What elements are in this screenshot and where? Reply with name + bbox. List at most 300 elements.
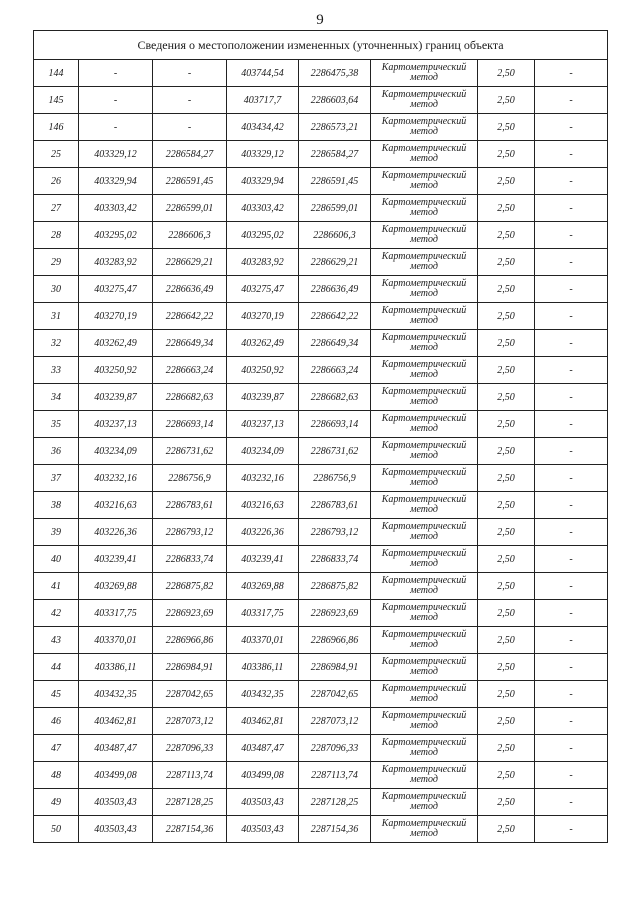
accuracy-cell: 2,50 (478, 789, 535, 816)
existing-x-cell: - (79, 60, 153, 87)
new-y-cell: 2286793,12 (299, 519, 371, 546)
accuracy-cell: 2,50 (478, 816, 535, 843)
method-label-line1: Картометрический (381, 143, 467, 154)
new-y-cell: 2286629,21 (299, 249, 371, 276)
point-number-cell: 44 (34, 654, 79, 681)
new-y-cell: 2287096,33 (299, 735, 371, 762)
description-cell: - (535, 654, 608, 681)
method-label-line2: метод (410, 261, 438, 272)
description-cell: - (535, 303, 608, 330)
accuracy-cell: 2,50 (478, 681, 535, 708)
point-number-cell: 144 (34, 60, 79, 87)
new-y-cell: 2286642,22 (299, 303, 371, 330)
method-cell (371, 303, 478, 330)
point-number-cell: 37 (34, 465, 79, 492)
new-x-cell: 403717,7 (227, 87, 299, 114)
new-x-cell: 403216,63 (227, 492, 299, 519)
method-label-line2: метод (410, 774, 438, 785)
method-label-line1: Картометрический (381, 467, 467, 478)
existing-y-cell: 2286923,69 (153, 600, 227, 627)
accuracy-cell: 2,50 (478, 384, 535, 411)
page-number: 9 (316, 12, 324, 28)
method-cell (371, 465, 478, 492)
new-y-cell: 2286966,86 (299, 627, 371, 654)
method-cell (371, 573, 478, 600)
method-cell (371, 87, 478, 114)
existing-y-cell: 2286833,74 (153, 546, 227, 573)
method-label-line2: метод (410, 531, 438, 542)
existing-x-cell: 403487,47 (79, 735, 153, 762)
description-cell: - (535, 627, 608, 654)
new-x-cell: 403317,75 (227, 600, 299, 627)
method-label-line2: метод (410, 612, 438, 623)
new-y-cell: 2286756,9 (299, 465, 371, 492)
table-row (34, 141, 608, 168)
accuracy-cell: 2,50 (478, 87, 535, 114)
new-x-cell: 403237,13 (227, 411, 299, 438)
point-number-cell: 43 (34, 627, 79, 654)
point-number-cell: 39 (34, 519, 79, 546)
new-y-cell: 2286475,38 (299, 60, 371, 87)
new-x-cell: 403250,92 (227, 357, 299, 384)
description-cell: - (535, 492, 608, 519)
method-cell (371, 438, 478, 465)
method-label-line1: Картометрический (381, 197, 467, 208)
accuracy-cell: 2,50 (478, 276, 535, 303)
method-label-line2: метод (410, 801, 438, 812)
method-label-line1: Картометрический (381, 494, 467, 505)
existing-y-cell: 2286663,24 (153, 357, 227, 384)
method-label-line2: метод (410, 423, 438, 434)
table-row (34, 384, 608, 411)
method-cell (371, 357, 478, 384)
method-label-line1: Картометрический (381, 818, 467, 829)
existing-y-cell: 2286966,86 (153, 627, 227, 654)
existing-x-cell: 403499,08 (79, 762, 153, 789)
description-cell: - (535, 330, 608, 357)
description-cell: - (535, 87, 608, 114)
new-y-cell: 2286606,3 (299, 222, 371, 249)
accuracy-cell: 2,50 (478, 465, 535, 492)
new-x-cell: 403239,87 (227, 384, 299, 411)
existing-x-cell: 403262,49 (79, 330, 153, 357)
accuracy-cell: 2,50 (478, 519, 535, 546)
existing-x-cell: 403303,42 (79, 195, 153, 222)
existing-y-cell: 2286731,62 (153, 438, 227, 465)
existing-x-cell: 403275,47 (79, 276, 153, 303)
description-cell: - (535, 546, 608, 573)
method-label-line2: метод (410, 126, 438, 137)
method-label-line1: Картометрический (381, 656, 467, 667)
new-y-cell: 2286649,34 (299, 330, 371, 357)
existing-x-cell: 403232,16 (79, 465, 153, 492)
accuracy-cell: 2,50 (478, 735, 535, 762)
method-label-line1: Картометрический (381, 62, 467, 73)
method-label-line2: метод (410, 99, 438, 110)
point-number-cell: 26 (34, 168, 79, 195)
new-x-cell: 403234,09 (227, 438, 299, 465)
new-y-cell: 2286693,14 (299, 411, 371, 438)
description-cell: - (535, 384, 608, 411)
new-y-cell: 2287073,12 (299, 708, 371, 735)
new-y-cell: 2286636,49 (299, 276, 371, 303)
method-cell (371, 762, 478, 789)
boundary-coordinates-table (33, 30, 608, 843)
description-cell: - (535, 168, 608, 195)
description-cell: - (535, 438, 608, 465)
new-x-cell: 403503,43 (227, 789, 299, 816)
point-number-cell: 146 (34, 114, 79, 141)
method-label-line2: метод (410, 396, 438, 407)
method-label-line1: Картометрический (381, 440, 467, 451)
table-row (34, 303, 608, 330)
description-cell: - (535, 708, 608, 735)
description-cell: - (535, 249, 608, 276)
new-x-cell: 403275,47 (227, 276, 299, 303)
method-label-line2: метод (410, 720, 438, 731)
new-y-cell: 2286591,45 (299, 168, 371, 195)
accuracy-cell: 2,50 (478, 654, 535, 681)
existing-y-cell: 2286599,01 (153, 195, 227, 222)
method-label-line2: метод (410, 477, 438, 488)
point-number-cell: 46 (34, 708, 79, 735)
method-cell (371, 168, 478, 195)
description-cell: - (535, 60, 608, 87)
point-number-cell: 45 (34, 681, 79, 708)
existing-x-cell: - (79, 114, 153, 141)
description-cell: - (535, 411, 608, 438)
new-x-cell: 403269,88 (227, 573, 299, 600)
existing-x-cell: 403283,92 (79, 249, 153, 276)
point-number-cell: 35 (34, 411, 79, 438)
new-y-cell: 2287113,74 (299, 762, 371, 789)
table-row (34, 708, 608, 735)
method-cell (371, 546, 478, 573)
table-body (34, 60, 608, 843)
existing-x-cell: 403329,12 (79, 141, 153, 168)
table-row (34, 276, 608, 303)
existing-y-cell: 2287113,74 (153, 762, 227, 789)
point-number-cell: 36 (34, 438, 79, 465)
description-cell: - (535, 276, 608, 303)
method-label-line1: Картометрический (381, 683, 467, 694)
method-label-line1: Картометрический (381, 791, 467, 802)
new-y-cell: 2286573,21 (299, 114, 371, 141)
new-x-cell: 403239,41 (227, 546, 299, 573)
method-label-line1: Картометрический (381, 764, 467, 775)
accuracy-cell: 2,50 (478, 60, 535, 87)
existing-x-cell: 403503,43 (79, 789, 153, 816)
existing-x-cell: - (79, 87, 153, 114)
accuracy-cell: 2,50 (478, 168, 535, 195)
existing-y-cell: 2286693,14 (153, 411, 227, 438)
method-label-line1: Картометрический (381, 386, 467, 397)
method-cell (371, 654, 478, 681)
accuracy-cell: 2,50 (478, 195, 535, 222)
table-row (34, 600, 608, 627)
existing-y-cell: 2286606,3 (153, 222, 227, 249)
description-cell: - (535, 735, 608, 762)
new-y-cell: 2287042,65 (299, 681, 371, 708)
existing-x-cell: 403239,87 (79, 384, 153, 411)
accuracy-cell: 2,50 (478, 357, 535, 384)
table-row (34, 357, 608, 384)
new-x-cell: 403329,12 (227, 141, 299, 168)
new-y-cell: 2287128,25 (299, 789, 371, 816)
new-x-cell: 403487,47 (227, 735, 299, 762)
accuracy-cell: 2,50 (478, 546, 535, 573)
point-number-cell: 49 (34, 789, 79, 816)
method-label-line2: метод (410, 747, 438, 758)
method-label-line2: метод (410, 180, 438, 191)
table-row (34, 654, 608, 681)
method-label-line2: метод (410, 369, 438, 380)
description-cell: - (535, 141, 608, 168)
existing-y-cell: 2286584,27 (153, 141, 227, 168)
new-y-cell: 2286682,63 (299, 384, 371, 411)
new-x-cell: 403462,81 (227, 708, 299, 735)
method-cell (371, 816, 478, 843)
new-x-cell: 403432,35 (227, 681, 299, 708)
point-number-cell: 25 (34, 141, 79, 168)
existing-y-cell: 2286783,61 (153, 492, 227, 519)
existing-y-cell: 2287073,12 (153, 708, 227, 735)
new-x-cell: 403226,36 (227, 519, 299, 546)
method-cell (371, 411, 478, 438)
method-label-line2: метод (410, 666, 438, 677)
method-cell (371, 114, 478, 141)
existing-y-cell: 2287154,36 (153, 816, 227, 843)
description-cell: - (535, 357, 608, 384)
description-cell: - (535, 114, 608, 141)
point-number-cell: 38 (34, 492, 79, 519)
existing-x-cell: 403239,41 (79, 546, 153, 573)
method-label-line1: Картометрический (381, 89, 467, 100)
method-label-line2: метод (410, 558, 438, 569)
table-row (34, 411, 608, 438)
existing-x-cell: 403317,75 (79, 600, 153, 627)
new-x-cell: 403329,94 (227, 168, 299, 195)
method-label-line2: метод (410, 315, 438, 326)
accuracy-cell: 2,50 (478, 249, 535, 276)
method-label-line2: метод (410, 504, 438, 515)
existing-y-cell: 2287042,65 (153, 681, 227, 708)
accuracy-cell: 2,50 (478, 438, 535, 465)
method-cell (371, 681, 478, 708)
method-label-line1: Картометрический (381, 170, 467, 181)
method-label-line2: метод (410, 288, 438, 299)
method-label-line1: Картометрический (381, 332, 467, 343)
method-label-line1: Картометрический (381, 224, 467, 235)
table-row (34, 465, 608, 492)
description-cell: - (535, 789, 608, 816)
method-cell (371, 384, 478, 411)
point-number-cell: 28 (34, 222, 79, 249)
new-x-cell: 403295,02 (227, 222, 299, 249)
point-number-cell: 33 (34, 357, 79, 384)
method-label-line1: Картометрический (381, 116, 467, 127)
description-cell: - (535, 195, 608, 222)
method-label-line1: Картометрический (381, 629, 467, 640)
description-cell: - (535, 519, 608, 546)
existing-x-cell: 403237,13 (79, 411, 153, 438)
new-x-cell: 403434,42 (227, 114, 299, 141)
table-row (34, 168, 608, 195)
accuracy-cell: 2,50 (478, 492, 535, 519)
existing-y-cell: - (153, 60, 227, 87)
method-label-line2: метод (410, 342, 438, 353)
method-cell (371, 249, 478, 276)
description-cell: - (535, 762, 608, 789)
new-x-cell: 403270,19 (227, 303, 299, 330)
existing-x-cell: 403250,92 (79, 357, 153, 384)
method-cell (371, 789, 478, 816)
method-cell (371, 600, 478, 627)
table-row (34, 762, 608, 789)
new-y-cell: 2287154,36 (299, 816, 371, 843)
existing-x-cell: 403370,01 (79, 627, 153, 654)
description-cell: - (535, 465, 608, 492)
description-cell: - (535, 600, 608, 627)
method-label-line2: метод (410, 450, 438, 461)
method-label-line1: Картометрический (381, 737, 467, 748)
existing-y-cell: - (153, 87, 227, 114)
existing-y-cell: 2287096,33 (153, 735, 227, 762)
new-x-cell: 403503,43 (227, 816, 299, 843)
accuracy-cell: 2,50 (478, 141, 535, 168)
new-x-cell: 403303,42 (227, 195, 299, 222)
existing-y-cell: 2286591,45 (153, 168, 227, 195)
method-label-line2: метод (410, 828, 438, 839)
table-row (34, 438, 608, 465)
new-x-cell: 403744,54 (227, 60, 299, 87)
method-cell (371, 222, 478, 249)
new-x-cell: 403386,11 (227, 654, 299, 681)
table-row (34, 519, 608, 546)
existing-y-cell: 2286636,49 (153, 276, 227, 303)
method-label-line2: метод (410, 153, 438, 164)
method-label-line2: метод (410, 693, 438, 704)
method-label-line1: Картометрический (381, 359, 467, 370)
new-y-cell: 2286783,61 (299, 492, 371, 519)
new-y-cell: 2286923,69 (299, 600, 371, 627)
point-number-cell: 145 (34, 87, 79, 114)
existing-x-cell: 403462,81 (79, 708, 153, 735)
method-label-line1: Картометрический (381, 413, 467, 424)
point-number-cell: 30 (34, 276, 79, 303)
table-row (34, 87, 608, 114)
accuracy-cell: 2,50 (478, 708, 535, 735)
point-number-cell: 34 (34, 384, 79, 411)
new-x-cell: 403232,16 (227, 465, 299, 492)
point-number-cell: 40 (34, 546, 79, 573)
point-number-cell: 32 (34, 330, 79, 357)
accuracy-cell: 2,50 (478, 114, 535, 141)
accuracy-cell: 2,50 (478, 600, 535, 627)
method-label-line1: Картометрический (381, 278, 467, 289)
table-row (34, 573, 608, 600)
method-cell (371, 519, 478, 546)
method-cell (371, 708, 478, 735)
method-label-line2: метод (410, 639, 438, 650)
section-title: Сведения о местоположении измененных (уточненных) границ объекта (34, 31, 608, 60)
method-label-line2: метод (410, 72, 438, 83)
method-cell (371, 195, 478, 222)
method-cell (371, 627, 478, 654)
new-y-cell: 2286603,64 (299, 87, 371, 114)
method-label-line1: Картометрический (381, 521, 467, 532)
table-row (34, 789, 608, 816)
accuracy-cell: 2,50 (478, 222, 535, 249)
existing-x-cell: 403329,94 (79, 168, 153, 195)
table-row (34, 546, 608, 573)
new-y-cell: 2286584,27 (299, 141, 371, 168)
method-label-line1: Картометрический (381, 575, 467, 586)
existing-x-cell: 403270,19 (79, 303, 153, 330)
description-cell: - (535, 681, 608, 708)
existing-x-cell: 403386,11 (79, 654, 153, 681)
existing-x-cell: 403503,43 (79, 816, 153, 843)
method-cell (371, 492, 478, 519)
new-x-cell: 403370,01 (227, 627, 299, 654)
new-x-cell: 403499,08 (227, 762, 299, 789)
method-label-line1: Картометрический (381, 305, 467, 316)
existing-y-cell: 2286984,91 (153, 654, 227, 681)
method-cell (371, 330, 478, 357)
existing-y-cell: 2286756,9 (153, 465, 227, 492)
new-y-cell: 2286833,74 (299, 546, 371, 573)
existing-y-cell: 2286793,12 (153, 519, 227, 546)
point-number-cell: 47 (34, 735, 79, 762)
table-row (34, 330, 608, 357)
accuracy-cell: 2,50 (478, 627, 535, 654)
description-cell: - (535, 573, 608, 600)
table-row (34, 249, 608, 276)
table-row (34, 60, 608, 87)
accuracy-cell: 2,50 (478, 411, 535, 438)
point-number-cell: 31 (34, 303, 79, 330)
method-label-line1: Картометрический (381, 251, 467, 262)
method-cell (371, 735, 478, 762)
point-number-cell: 50 (34, 816, 79, 843)
accuracy-cell: 2,50 (478, 762, 535, 789)
new-x-cell: 403262,49 (227, 330, 299, 357)
table-row (34, 492, 608, 519)
new-x-cell: 403283,92 (227, 249, 299, 276)
method-cell (371, 60, 478, 87)
table-row (34, 195, 608, 222)
point-number-cell: 41 (34, 573, 79, 600)
existing-x-cell: 403234,09 (79, 438, 153, 465)
point-number-cell: 27 (34, 195, 79, 222)
existing-x-cell: 403295,02 (79, 222, 153, 249)
existing-y-cell: - (153, 114, 227, 141)
table-row (34, 627, 608, 654)
method-label-line2: метод (410, 234, 438, 245)
point-number-cell: 42 (34, 600, 79, 627)
existing-y-cell: 2286649,34 (153, 330, 227, 357)
table-row (34, 222, 608, 249)
method-label-line1: Картометрический (381, 710, 467, 721)
existing-y-cell: 2286875,82 (153, 573, 227, 600)
accuracy-cell: 2,50 (478, 303, 535, 330)
existing-y-cell: 2287128,25 (153, 789, 227, 816)
point-number-cell: 29 (34, 249, 79, 276)
new-y-cell: 2286875,82 (299, 573, 371, 600)
description-cell: - (535, 816, 608, 843)
method-cell (371, 276, 478, 303)
existing-y-cell: 2286642,22 (153, 303, 227, 330)
